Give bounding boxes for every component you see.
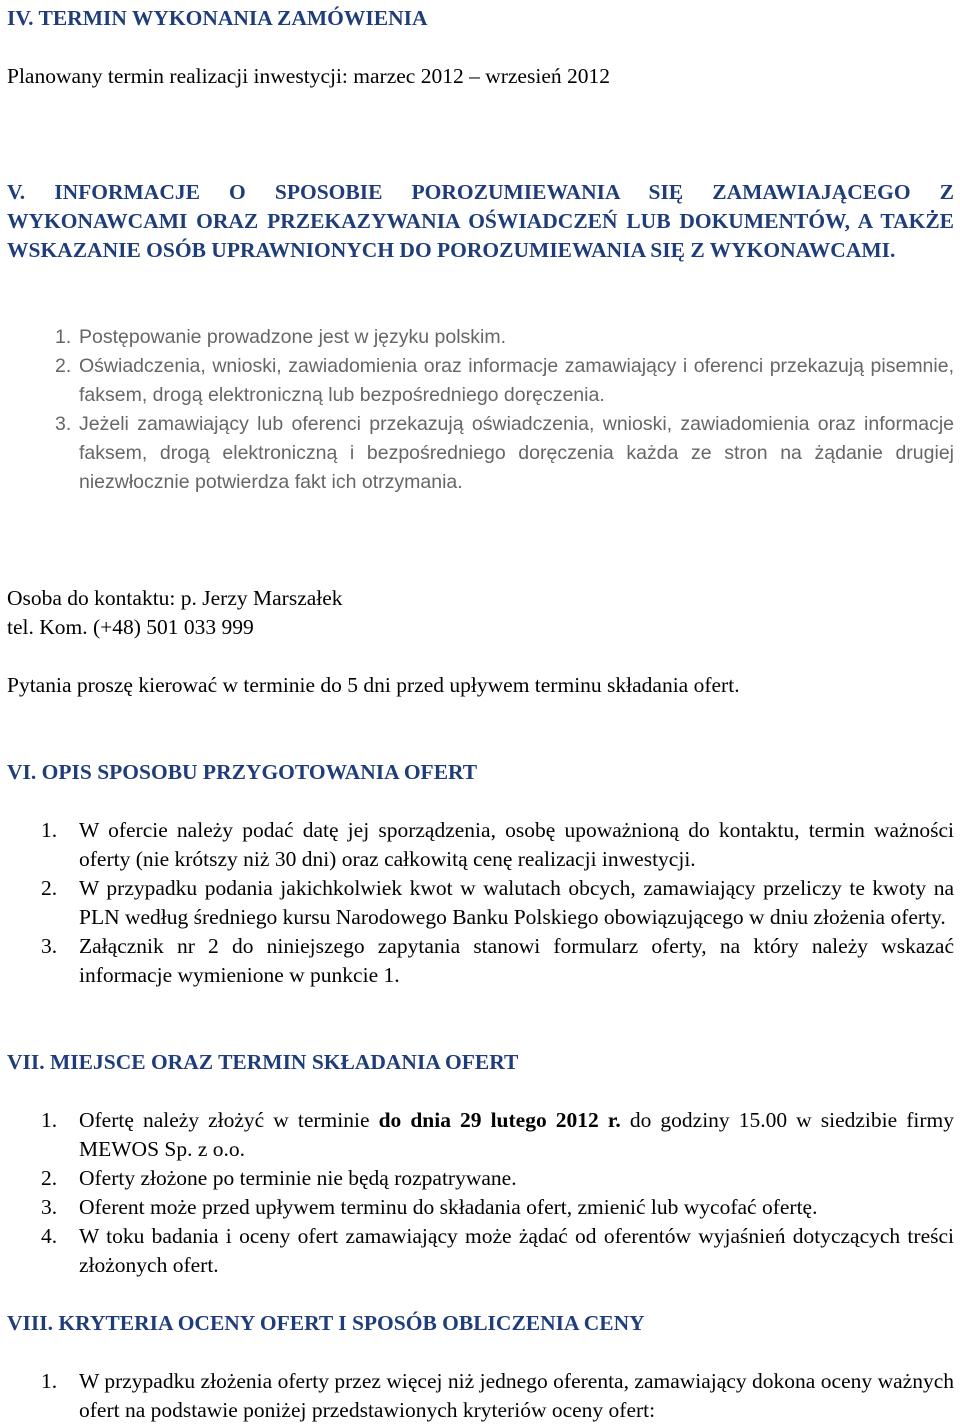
list-item	[0, 1106, 954, 1164]
list-item	[0, 1193, 954, 1222]
section-iv-heading: IV. TERMIN WYKONANIA ZAMÓWIENIA	[7, 6, 428, 30]
list-text: Postępowanie prowadzone jest w języku polskim.	[79, 326, 507, 348]
list-item	[0, 323, 954, 352]
list-number: 1.	[41, 1108, 58, 1132]
list-item	[0, 352, 954, 410]
list-item	[0, 1367, 954, 1425]
section-viii-list	[0, 1367, 954, 1425]
section-vii-list	[0, 1106, 954, 1280]
list-text-after: do godziny 15.00 w siedzibie firmy MEWOS Sp. z o.o.	[79, 1108, 954, 1161]
list-item	[0, 816, 954, 874]
section-v-heading: V. INFORMACJE O SPOSOBIE POROZUMIEWANIA SIĘ ZAMAWIAJĄCEGO Z WYKONAWCAMI ORAZ PRZEKAZYWANIA OŚWIADCZEŃ LUB DOKUMENTÓW, A TAKŻE WSKAZANIE OSÓB UPRAWNIONYCH DO POROZUMIEWANIA SIĘ Z WYKONAWCAMI.	[7, 180, 954, 262]
list-text: Jeżeli zamawiający lub oferenci przekazują oświadczenia, wnioski, zawiadomienia oraz informacje faksem, drogą elektroniczną i bezpośredniego doręczenia każda ze stron na żądanie drugiej niezwłocznie potwierdza fakt ich otrzymania.	[79, 413, 954, 493]
list-text-before: Ofertę należy złożyć w terminie	[79, 1108, 379, 1132]
list-text: Oferty złożone po terminie nie będą rozpatrywane.	[79, 1166, 517, 1190]
list-number: 3.	[41, 1195, 58, 1219]
list-number: 1.	[41, 1369, 58, 1393]
list-number: 2.	[41, 876, 58, 900]
list-item	[0, 410, 954, 497]
list-item	[0, 1164, 954, 1193]
list-item	[0, 1222, 954, 1280]
list-text: Oświadczenia, wnioski, zawiadomienia oraz informacje zamawiający i oferenci przekazują pisemnie, faksem, drogą elektroniczną lub bezpośredniego doręczenia.	[79, 355, 954, 406]
section-v-list	[0, 323, 954, 497]
section-vii-heading: VII. MIEJSCE ORAZ TERMIN SKŁADANIA OFERT	[7, 1050, 519, 1074]
section-vi-list	[0, 816, 954, 990]
list-number: 4.	[41, 1224, 58, 1248]
section-viii-heading: VIII. KRYTERIA OCENY OFERT I SPOSÓB OBLICZENIA CENY	[7, 1311, 645, 1335]
list-text: W ofercie należy podać datę jej sporządzenia, osobę upoważnioną do kontaktu, termin ważności oferty (nie krótszy niż 30 dni) oraz całkowitą cenę realizacji inwestycji.	[79, 818, 954, 871]
list-text: W toku badania i oceny ofert zamawiający może żądać od oferentów wyjaśnień dotyczących treści złożonych ofert.	[79, 1224, 954, 1277]
section-vi-heading: VI. OPIS SPOSOBU PRZYGOTOWANIA OFERT	[7, 760, 478, 784]
list-text: W przypadku podania jakichkolwiek kwot w walutach obcych, zamawiający przeliczy te kwoty na PLN według średniego kursu Narodowego Banku Polskiego obowiązującego w dniu złożenia oferty.	[79, 876, 954, 929]
list-item	[0, 874, 954, 932]
section-iv-text: Planowany termin realizacji inwestycji: marzec 2012 – wrzesień 2012	[7, 64, 610, 88]
list-number: 3.	[55, 413, 72, 435]
contact-phone: tel. Kom. (+48) 501 033 999	[7, 615, 254, 639]
contact-person: Osoba do kontaktu: p. Jerzy Marszałek	[7, 586, 343, 610]
list-text: Oferent może przed upływem terminu do składania ofert, zmienić lub wycofać ofertę.	[79, 1195, 818, 1219]
list-number: 1.	[41, 818, 58, 842]
list-text: Załącznik nr 2 do niniejszego zapytania stanowi formularz oferty, na który należy wskazać informacje wymienione w punkcie 1.	[79, 934, 954, 987]
list-number: 3.	[41, 934, 58, 958]
list-number: 2.	[55, 355, 72, 377]
list-number: 1.	[55, 326, 72, 348]
list-item	[0, 932, 954, 990]
questions-note: Pytania proszę kierować w terminie do 5 dni przed upływem terminu składania ofert.	[7, 673, 740, 697]
list-text: W przypadku złożenia oferty przez więcej niż jednego oferenta, zamawiający dokona oceny ważnych ofert na podstawie poniżej przedstawionych kryteriów oceny ofert:	[79, 1369, 954, 1422]
deadline-date: do dnia 29 lutego 2012 r.	[378, 1108, 621, 1132]
list-number: 2.	[41, 1166, 58, 1190]
